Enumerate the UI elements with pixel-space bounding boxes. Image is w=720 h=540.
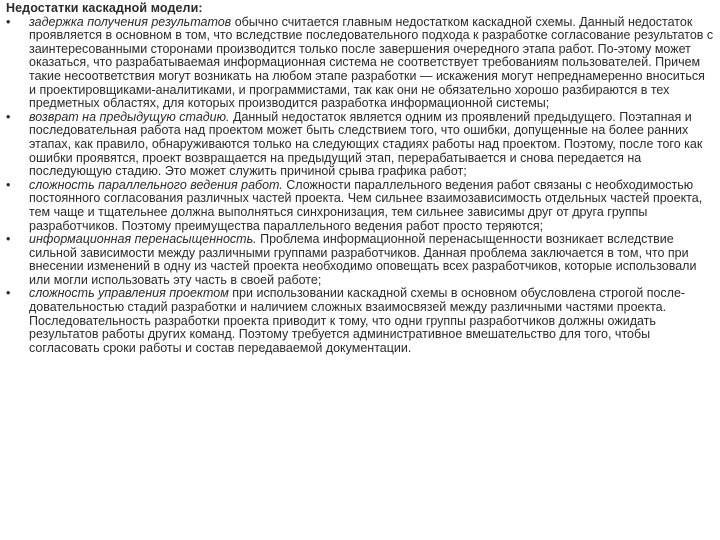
list-item bbox=[6, 179, 714, 233]
bullet-icon: • bbox=[6, 109, 11, 124]
item-text: Проблема информационной перенасыщенности возникает вследствие сильной зависимости между различными группами разработчиков. Данная проблема заключается в том, что при внесении изменений в одну из частей проекта необходимо оповещать всех разработчиков, которые использовали или могли использовать эту часть в своей работе; bbox=[29, 232, 697, 287]
bullet-icon: • bbox=[6, 286, 11, 301]
document-title: Недостатки каскадной модели: bbox=[6, 1, 203, 15]
bullet-icon: • bbox=[6, 232, 11, 247]
item-text: при использовании каскадной схемы в основном обусловлена строгой после-довательностью стадий разработки и наличием сложных взаимосвязей между различными частями проекта. Последовательность разработки проекта приводит к тому, что одни группы разработчиков должны ожидать результатов работы других команд. Поэтому требуется административное вмешательство для того, чтобы согласовать сроки работы и состав передаваемой документации. bbox=[29, 286, 686, 355]
item-term: информационная перенасыщенность. bbox=[29, 232, 257, 247]
item-term: сложность параллельного ведения работ. bbox=[29, 177, 283, 192]
item-text: обычно считается главным недостатком каскадной схемы. Данный недостаток проявляется в основном в том, что вследствие последовательного подхода к разработке согласование результатов с заинтересованными сторонами производится только после завершения очередного этапа работ. По-этому может оказаться, что разрабатываемая информационная система не соответствует требованиям пользователей. Причем такие несоответствия могут возникать на любом этапе разработки — искажения могут непреднамеренно вноситься и проектировщиками-аналитиками, и программистами, так как они не обязательно хорошо разбираются в тех предметных областях, для которых производится разработка информационной системы; bbox=[29, 14, 714, 111]
list-item bbox=[6, 287, 714, 355]
item-term: сложность управления проектом bbox=[29, 286, 229, 301]
item-term: возврат на предыдущую стадию. bbox=[29, 109, 230, 124]
bullet-icon: • bbox=[6, 177, 11, 192]
list-item bbox=[6, 16, 714, 111]
drawbacks-list bbox=[6, 16, 714, 356]
item-text: Сложности параллельного ведения работ связаны с необходимостью постоянного согласования различных частей проекта. Чем сильнее взаимозависимость отдельных частей проекта, тем чаще и тщательнее должна выполняться синхронизация, тем сильнее зависимы друг от друга группы разработчиков. Поэтому преимущества параллельного ведения работ просто теряются; bbox=[29, 177, 703, 233]
list-item bbox=[6, 111, 714, 179]
list-item bbox=[6, 233, 714, 287]
item-text: Данный недостаток является одним из проявлений предыдущего. Поэтапная и последовательная работа над проектом может быть следствием того, что ошибки, допущенные на более ранних этапах, как правило, обнаруживаются только на следующих стадиях работы над проектом. Поэтому, после того как ошибки проявятся, проект возвращается на предыдущий этап, перерабатывается и снова передается на последующую стадию. Это может служить причиной срыва графика работ; bbox=[29, 109, 703, 179]
item-term: задержка получения результатов bbox=[29, 14, 232, 29]
bullet-icon: • bbox=[6, 14, 11, 29]
